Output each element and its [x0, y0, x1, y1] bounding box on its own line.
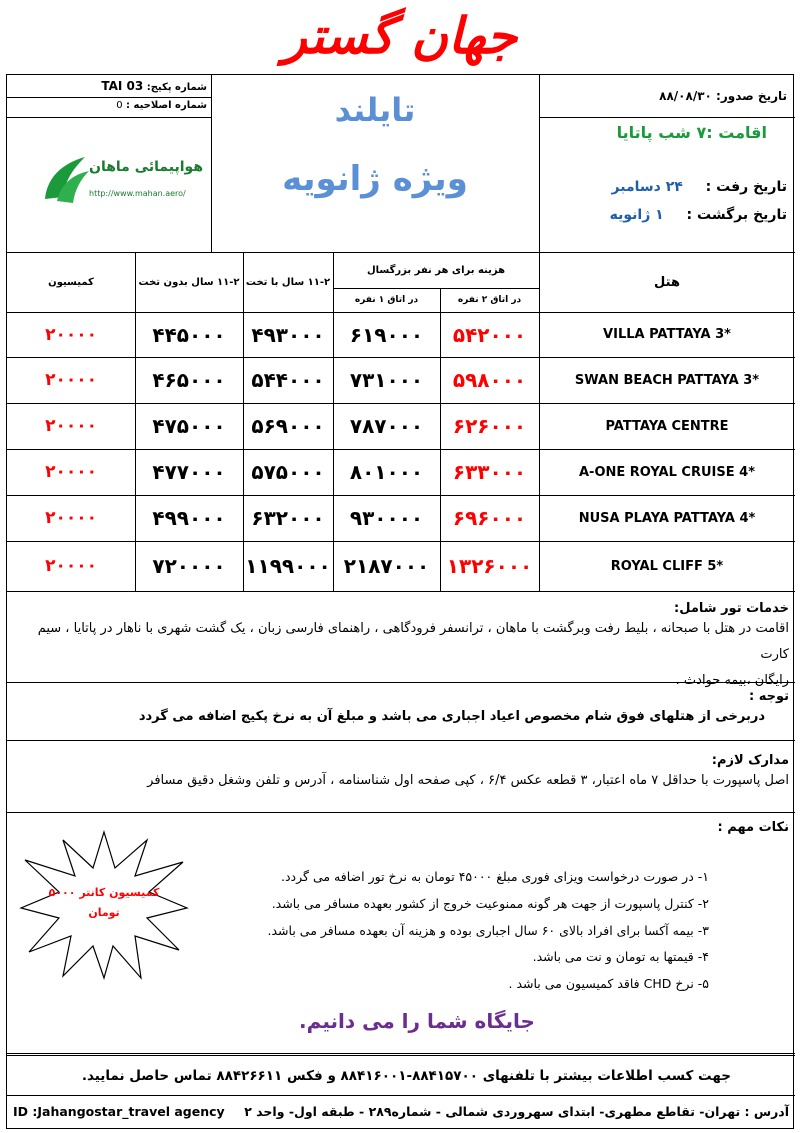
header-commission: کمیسیون — [48, 276, 94, 288]
header-divider-right — [539, 75, 540, 252]
services-section — [15, 601, 789, 694]
attention-section — [15, 689, 789, 730]
price-single: ۹۳۰۰۰۰ — [349, 506, 424, 530]
address-line: آدرس : تهران- تقاطع مطهری- ابتدای سهروردی شمالی - شماره۲۸۹ - طبقه اول- واحد ۲ — [244, 1104, 789, 1119]
hotel-name: A-ONE ROYAL CRUISE 4* — [579, 464, 755, 480]
slogan: جایگاه شما را می دانیم. — [299, 1009, 535, 1033]
note-item: ۲- کنترل پاسپورت از جهت هر گونه ممنوعیت خروج از کشور بعهده مسافر می باشد. — [271, 896, 709, 911]
documents-title: مدارک لازم: — [711, 753, 789, 768]
header-single-room: در اتاق ۱ نفره — [354, 295, 419, 305]
price-child-nobed: ۴۷۷۰۰۰ — [152, 460, 226, 484]
contact-line: جهت کسب اطلاعات بیشتر با تلفنهای ۸۸۴۱۵۷۰۰-۸۸۴۱۶۰۰۱ و فکس ۸۸۴۲۶۶۱۱ تماس حاصل نمایید. — [81, 1068, 731, 1084]
price-single: ۸۰۱۰۰۰ — [349, 460, 424, 484]
price-child-bed: ۵۶۹۰۰۰ — [251, 414, 325, 438]
brand-title: جهان گستر — [282, 7, 518, 65]
price-child-nobed: ۴۷۵۰۰۰ — [152, 414, 226, 438]
price-child-nobed: ۴۹۹۰۰۰ — [152, 506, 226, 530]
hotel-name: ROYAL CLIFF 5* — [610, 558, 724, 574]
commission-value: ۲۰۰۰۰ — [45, 416, 97, 436]
price-child-bed: ۵۴۴۰۰۰ — [251, 368, 325, 392]
note-item: ۵- نرخ CHD فاقد کمیسیون می باشد . — [508, 976, 709, 991]
price-double: ۵۹۸۰۰۰ — [452, 368, 527, 392]
price-single: ۶۱۹۰۰۰ — [349, 322, 424, 347]
note-item: ۱- در صورت درخواست ویزای فوری مبلغ ۴۵۰۰۰ تومان به نرخ تور اضافه می گردد. — [281, 869, 709, 884]
flyer-frame — [6, 74, 794, 1129]
destination-title: تایلند — [334, 91, 416, 129]
hotel-name: PATTAYA CENTRE — [605, 418, 729, 434]
price-child-bed: ۶۳۲۰۰۰ — [251, 506, 325, 530]
mahan-bird-icon — [35, 149, 95, 209]
price-child-nobed: ۴۴۵۰۰۰ — [152, 322, 226, 347]
price-double: ۵۴۲۰۰۰ — [452, 322, 527, 347]
header-adult-cost: هزینه برای هر نفر بزرگسال — [366, 264, 506, 276]
documents-section — [15, 753, 789, 794]
note-item: ۳- بیمه آکسا برای افراد بالای ۶۰ سال اجباری بوده و هزینه آن بعهده مسافر می باشد. — [267, 923, 709, 938]
header-child-nobed: ۱۱-۲ سال بدون تخت — [138, 276, 240, 288]
note-item: ۴- قیمتها به تومان و نت می باشد. — [532, 949, 709, 964]
price-single: ۲۱۸۷۰۰۰ — [343, 554, 430, 578]
package-number: شماره پکیج: TAI 03 — [101, 79, 207, 93]
price-double: ۶۲۶۰۰۰ — [452, 414, 527, 438]
price-child-bed: ۴۹۳۰۰۰ — [251, 322, 325, 347]
mahan-logo: هواپیمائی ماهان http://www.mahan.aero/ — [27, 141, 207, 241]
commission-value: ۲۰۰۰۰ — [45, 462, 97, 482]
price-single: ۷۳۱۰۰۰ — [349, 368, 424, 392]
services-line2: رایگان ،بیمه حوادث . — [675, 673, 789, 688]
header-double-room: در اتاق ۲ نفره — [457, 295, 522, 305]
price-child-bed: ۵۷۵۰۰۰ — [251, 460, 325, 484]
price-double: ۶۹۶۰۰۰ — [452, 506, 527, 530]
commission-value: ۲۰۰۰۰ — [45, 324, 97, 345]
header-child-bed: ۱۱-۲ سال با تخت — [245, 276, 331, 288]
attention-title: توجه : — [748, 689, 789, 704]
special-title: ویژه ژانویه — [282, 159, 468, 199]
price-double: ۶۳۳۰۰۰ — [452, 460, 527, 484]
documents-text: اصل پاسپورت با حداقل ۷ ماه اعتبار، ۳ قطعه عکس ۶/۴ ، کپی صفحه اول شناسنامه ، آدرس و تلفن وشغل دقیق مسافر — [147, 773, 789, 788]
notes-title: نکات مهم : — [717, 820, 789, 835]
header-hotel: هتل — [654, 274, 680, 290]
revision-number: شماره اصلاحیه : 0 — [116, 100, 207, 111]
services-line1: اقامت در هتل با صبحانه ، بلیط رفت وبرگشت با ماهان ، ترانسفر فرودگاهی ، راهنمای فارسی زبان ، یک گشت شهری با ناهار در پاتایا ، سیم کارت — [37, 621, 789, 662]
commission-value: ۲۰۰۰۰ — [45, 508, 97, 528]
agency-id: ID :Jahangostar_travel agency — [13, 1104, 225, 1119]
price-child-nobed: ۴۶۵۰۰۰ — [152, 368, 226, 392]
return-date: تاریخ برگشت : ۱ ژانویه — [609, 207, 787, 223]
stay-info: اقامت :۷ شب پاتایا — [616, 123, 767, 142]
commission-value: ۲۰۰۰۰ — [45, 370, 97, 390]
hotel-name: NUSA PLAYA PATTAYA 4* — [578, 510, 756, 526]
services-title: خدمات تور شامل: — [674, 601, 789, 616]
price-double: ۱۳۲۶۰۰۰ — [446, 554, 533, 578]
price-child-bed: ۱۱۹۹۰۰۰ — [245, 554, 331, 578]
depart-date: تاریخ رفت : ۲۴ دسامبر — [611, 179, 787, 195]
issue-date: تاریخ صدور: ۸۸/۰۸/۳۰ — [659, 89, 787, 103]
starburst-icon — [19, 830, 189, 980]
commission-value: ۲۰۰۰۰ — [45, 556, 97, 576]
price-single: ۷۸۷۰۰۰ — [349, 414, 424, 438]
price-child-nobed: ۷۲۰۰۰۰ — [152, 554, 226, 578]
hotel-name: SWAN BEACH PATTAYA 3* — [574, 372, 760, 388]
hotel-name: VILLA PATTAYA 3* — [603, 327, 731, 342]
commission-badge: کمیسیون کانتر ۵۰۰۰ تومان — [19, 830, 189, 980]
attention-text: دربرخی از هتلهای فوق شام مخصوص اعیاد اجباری می باشد و مبلغ آن به نرخ پکیج اضافه می گردد — [138, 709, 765, 724]
